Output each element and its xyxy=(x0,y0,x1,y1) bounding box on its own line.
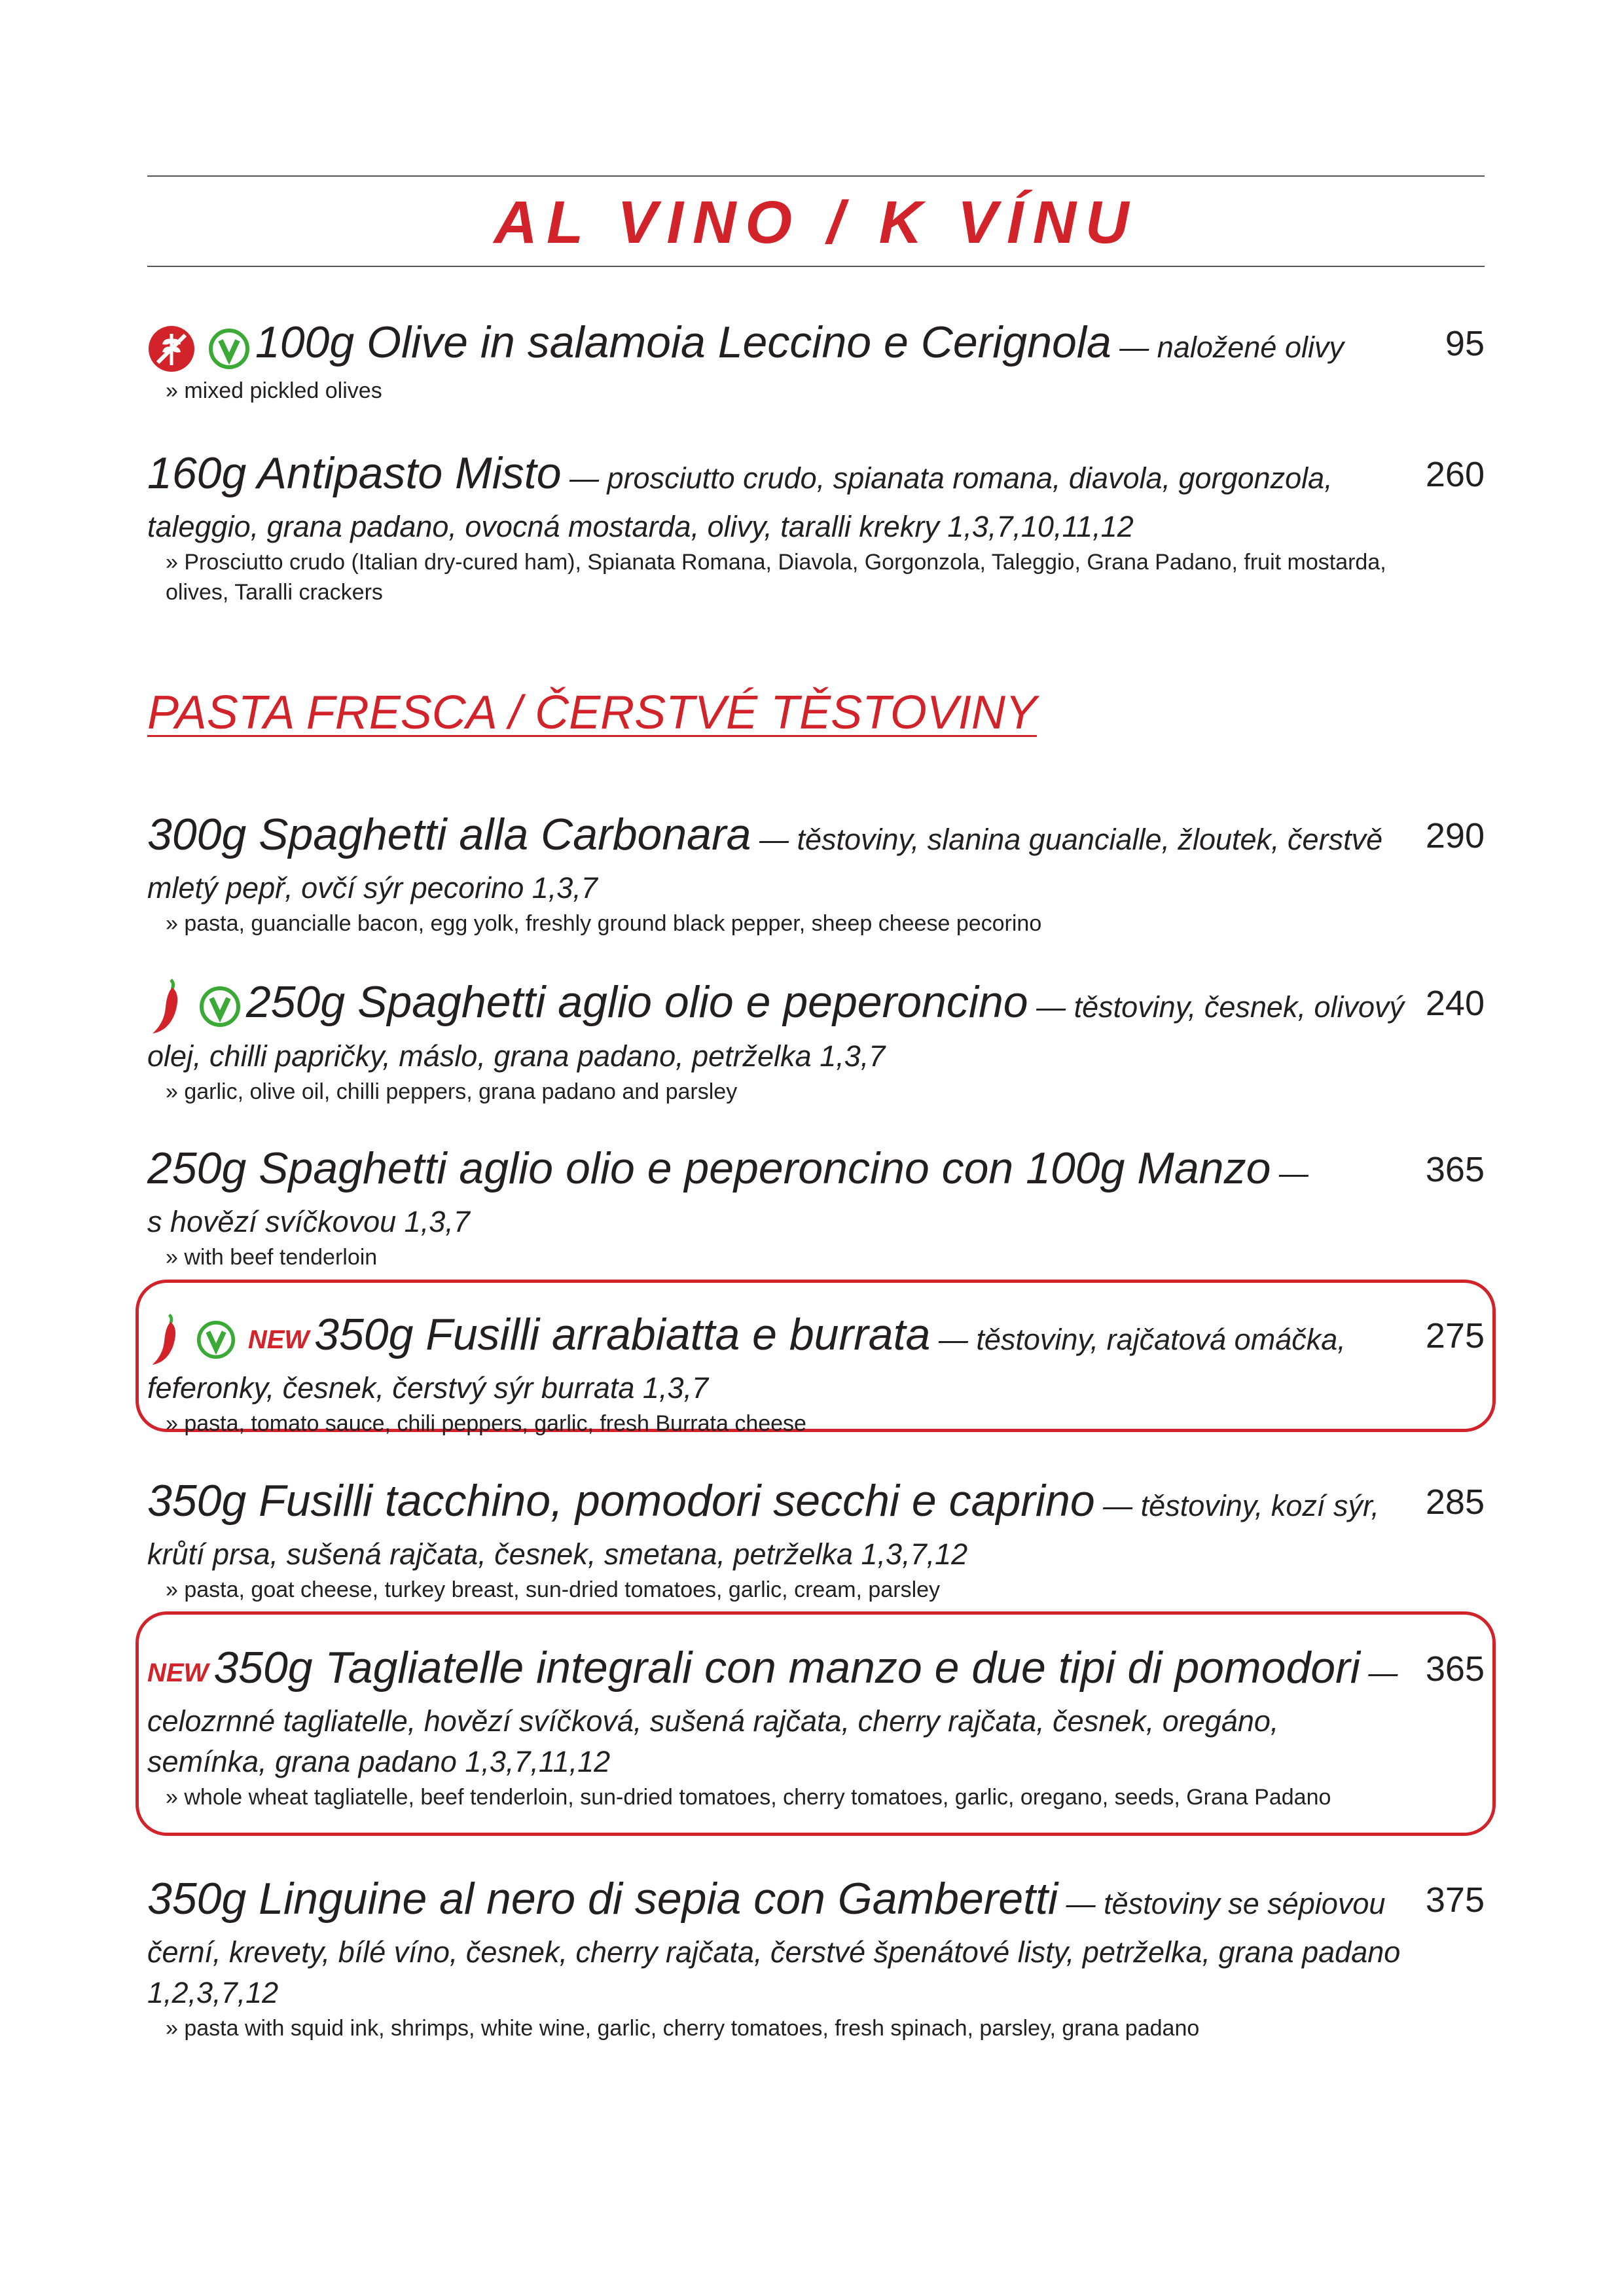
menu-item xyxy=(147,974,1485,1107)
chili-icon xyxy=(147,977,187,1036)
item-price: 260 xyxy=(1425,455,1485,494)
item-description: — xyxy=(1271,1157,1308,1190)
item-price: 365 xyxy=(1425,1150,1485,1189)
item-price: 95 xyxy=(1445,324,1485,363)
item-english: » Prosciutto crudo (Italian dry-cured ham), Spianata Romana, Diavola, Gorgonzola, Taleggio, Grana Padano, fruit mostarda, olives, Taralli crackers xyxy=(166,550,1386,605)
item-description-cont: krůtí prsa, sušená rajčata, česnek, smetana, petrželka 1,3,7,12 xyxy=(147,1537,968,1571)
item-price: 375 xyxy=(1425,1880,1485,1920)
item-description: — těstoviny, rajčatová omáčka, xyxy=(930,1323,1346,1356)
item-description-cont: olej, chilli papričky, máslo, grana padano, petrželka 1,3,7 xyxy=(147,1039,886,1073)
item-description-cont: feferonky, česnek, čerstvý sýr burrata 1,3,7 xyxy=(147,1371,709,1405)
menu-item xyxy=(147,314,1485,406)
item-description: — těstoviny, česnek, olivový xyxy=(1028,990,1405,1024)
item-title-line xyxy=(147,974,1485,1036)
item-english: » whole wheat tagliatelle, beef tenderloin, sun-dried tomatoes, cherry tomatoes, garlic, oregano, seeds, Grana Padano xyxy=(166,1785,1331,1810)
item-name: 350g Fusilli arrabiatta e burrata xyxy=(314,1310,931,1359)
item-price: 365 xyxy=(1425,1649,1485,1689)
item-price: 290 xyxy=(1425,816,1485,855)
item-description: — těstoviny se sépiovou xyxy=(1058,1887,1386,1920)
gluten-free-icon xyxy=(147,325,196,373)
item-price: 285 xyxy=(1425,1482,1485,1522)
vegetarian-icon xyxy=(199,986,241,1028)
item-english: » with beef tenderloin xyxy=(166,1245,378,1270)
item-name: 250g Spaghetti aglio olio e peperoncino con 100g Manzo xyxy=(147,1143,1271,1193)
item-title-line xyxy=(147,314,1485,376)
menu-item xyxy=(147,1473,1485,1605)
menu-item xyxy=(147,1306,1485,1439)
item-description: — prosciutto crudo, spianata romana, diavola, gorgonzola, xyxy=(561,461,1333,495)
menu-item xyxy=(147,806,1485,939)
item-description: — xyxy=(1360,1656,1398,1689)
item-name: 350g Fusilli tacchino, pomodori secchi e caprino xyxy=(147,1476,1095,1526)
section-title-pasta: PASTA FRESCA / ČERSTVÉ TĚSTOVINY xyxy=(147,687,1037,739)
item-name: 350g Tagliatelle integrali con manzo e due tipi di pomodori xyxy=(213,1643,1360,1693)
item-english: » pasta, goat cheese, turkey breast, sun-dried tomatoes, garlic, cream, parsley xyxy=(166,1577,941,1602)
menu-item xyxy=(147,1140,1485,1272)
item-description-cont: taleggio, grana padano, ovocná mostarda, olivy, taralli krekry 1,3,7,10,11,12 xyxy=(147,510,1134,543)
item-title-line xyxy=(147,1640,1485,1701)
item-name: 350g Linguine al nero di sepia con Gamberetti xyxy=(147,1874,1058,1924)
item-description: — naložené olivy xyxy=(1111,331,1344,364)
item-description-cont: celozrnné tagliatelle, hovězí svíčková, sušená rajčata, cherry rajčata, česnek, oregáno, semínka, grana padano 1,3,7,11,12 xyxy=(147,1704,1279,1778)
item-english: » pasta with squid ink, shrimps, white wine, garlic, cherry tomatoes, fresh spinach, parsley, grana padano xyxy=(166,2016,1200,2041)
item-english: » garlic, olive oil, chilli peppers, grana padano and parsley xyxy=(166,1079,738,1104)
item-name: 250g Spaghetti aglio olio e peperoncino xyxy=(245,977,1028,1027)
item-title-line xyxy=(147,445,1485,507)
item-english: » pasta, guancialle bacon, egg yolk, freshly ground black pepper, sheep cheese pecorino xyxy=(166,911,1042,936)
vegetarian-icon xyxy=(208,328,250,370)
menu-item xyxy=(147,1871,1485,2043)
item-english: » pasta, tomato sauce, chili peppers, garlic, fresh Burrata cheese xyxy=(166,1411,806,1436)
page-title: AL VINO / K VÍNU xyxy=(494,189,1138,256)
new-icon: NEW xyxy=(247,1325,310,1354)
item-title-line xyxy=(147,1871,1485,1932)
item-icons xyxy=(147,1308,309,1368)
item-name: 160g Antipasto Misto xyxy=(147,448,562,498)
item-name: 300g Spaghetti alla Carbonara xyxy=(147,810,751,859)
item-description: — těstoviny, slanina guancialle, žloutek, čerstvě xyxy=(751,823,1383,856)
item-title-line xyxy=(147,1306,1485,1368)
item-description-cont: s hovězí svíčkovou 1,3,7 xyxy=(147,1205,470,1238)
item-description: — těstoviny, kozí sýr, xyxy=(1094,1489,1379,1522)
item-title-line xyxy=(147,1473,1485,1534)
vegetarian-icon xyxy=(196,1320,236,1359)
item-description-cont: mletý pepř, ovčí sýr pecorino 1,3,7 xyxy=(147,871,598,905)
item-price: 240 xyxy=(1425,984,1485,1023)
item-icons xyxy=(147,1641,208,1701)
item-name: 100g Olive in salamoia Leccino e Cerignola xyxy=(255,317,1111,367)
new-icon: NEW xyxy=(147,1658,209,1687)
item-title-line xyxy=(147,1140,1485,1202)
item-price: 275 xyxy=(1425,1316,1485,1355)
chili-icon xyxy=(147,1312,184,1367)
item-title-line xyxy=(147,806,1485,868)
title-bottom-rule xyxy=(147,266,1485,267)
item-icons xyxy=(147,317,250,374)
item-english: » mixed pickled olives xyxy=(166,378,382,403)
menu-item xyxy=(147,1640,1485,1812)
item-icons xyxy=(147,975,241,1036)
menu-item xyxy=(147,445,1485,607)
item-description-cont: černí, krevety, bílé víno, česnek, cherry rajčata, čerstvé špenátové listy, petrželka, grana padano 1,2,3,7,12 xyxy=(147,1935,1401,2009)
